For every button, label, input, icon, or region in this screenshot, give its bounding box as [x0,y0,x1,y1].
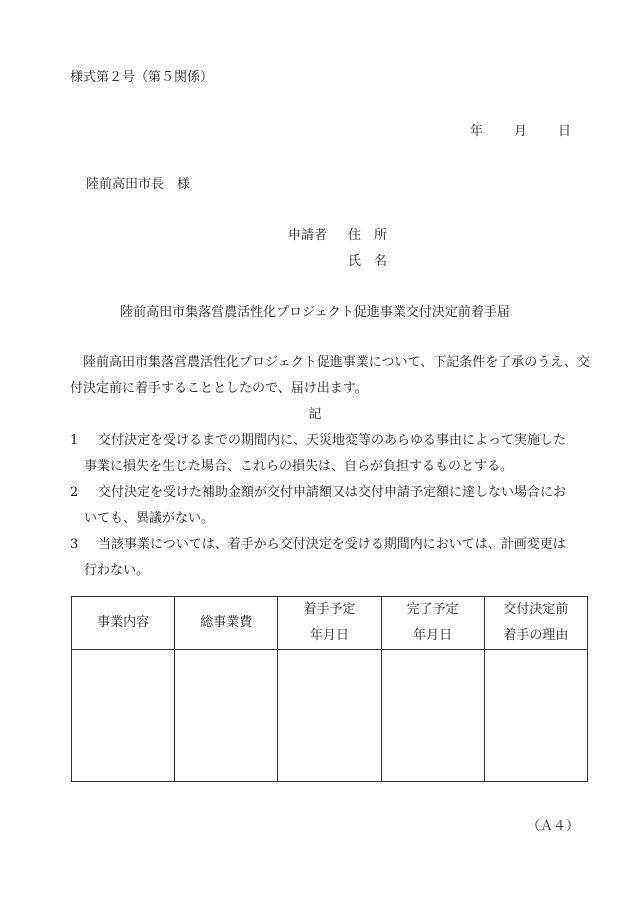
ki-heading: 記 [308,407,322,422]
document-title: 陸前高田市集落営農活性化プロジェクト促進事業交付決定前着手届 [120,305,510,320]
condition-item [70,428,592,480]
condition-text: 交付決定を受けた補助金額が交付申請額又は交付申請予定額に達しない場合にお [98,485,567,500]
paper-size-label: （Ａ４） [527,819,580,834]
applicant-block [288,224,387,276]
name-label: 氏 名 [348,254,388,269]
cell-completion-date[interactable] [381,650,484,782]
cell-total-cost[interactable] [175,650,278,782]
condition-text-cont: いても、異議がない。 [84,511,215,526]
applicant-role: 申請者 [288,228,328,243]
cell-project-content[interactable] [72,650,175,782]
condition-number: 1 [70,433,79,448]
condition-item [70,532,592,584]
condition-text-cont: 行わない。 [84,563,150,578]
date-year: 年 [470,124,484,139]
conditions-list [70,428,592,584]
header-completion-date: 完了予定 年月日 [381,597,484,650]
cell-reason[interactable] [484,650,587,782]
header-project-content: 事業内容 [72,597,175,650]
date-day: 日 [558,124,572,139]
header-reason: 交付決定前 着手の理由 [484,597,587,650]
condition-item [70,480,592,532]
condition-text-cont: 事業に損失を生じた場合、これらの損失は、自らが負担するものとする。 [84,459,514,474]
header-start-date: 着手予定 年月日 [278,597,381,650]
condition-text: 交付決定を受けるまでの期間内に、天災地変等のあらゆる事由によって実施した [98,433,567,448]
date-line [470,120,571,139]
cell-start-date[interactable] [278,650,381,782]
table-row [72,650,588,782]
condition-number: 2 [70,485,79,500]
address-label: 住 所 [348,228,388,243]
header-total-cost: 総事業費 [175,597,278,650]
addressee: 陸前高田市長 様 [86,177,191,192]
condition-number: 3 [70,537,79,552]
project-info-table [71,596,588,782]
condition-text: 当該事業については、着手から交付決定を受ける期間内においては、計画変更は [98,537,566,552]
body-paragraph: 陸前高田市集落営農活性化プロジェクト促進事業について、下記条件を了承のうえ、交付決定前に着手することとしたので、届け出ます。 [70,355,591,396]
body-text [70,350,592,402]
table-header-row [72,597,588,650]
date-month: 月 [514,124,528,139]
form-number: 様式第２号（第５関係） [70,70,214,85]
